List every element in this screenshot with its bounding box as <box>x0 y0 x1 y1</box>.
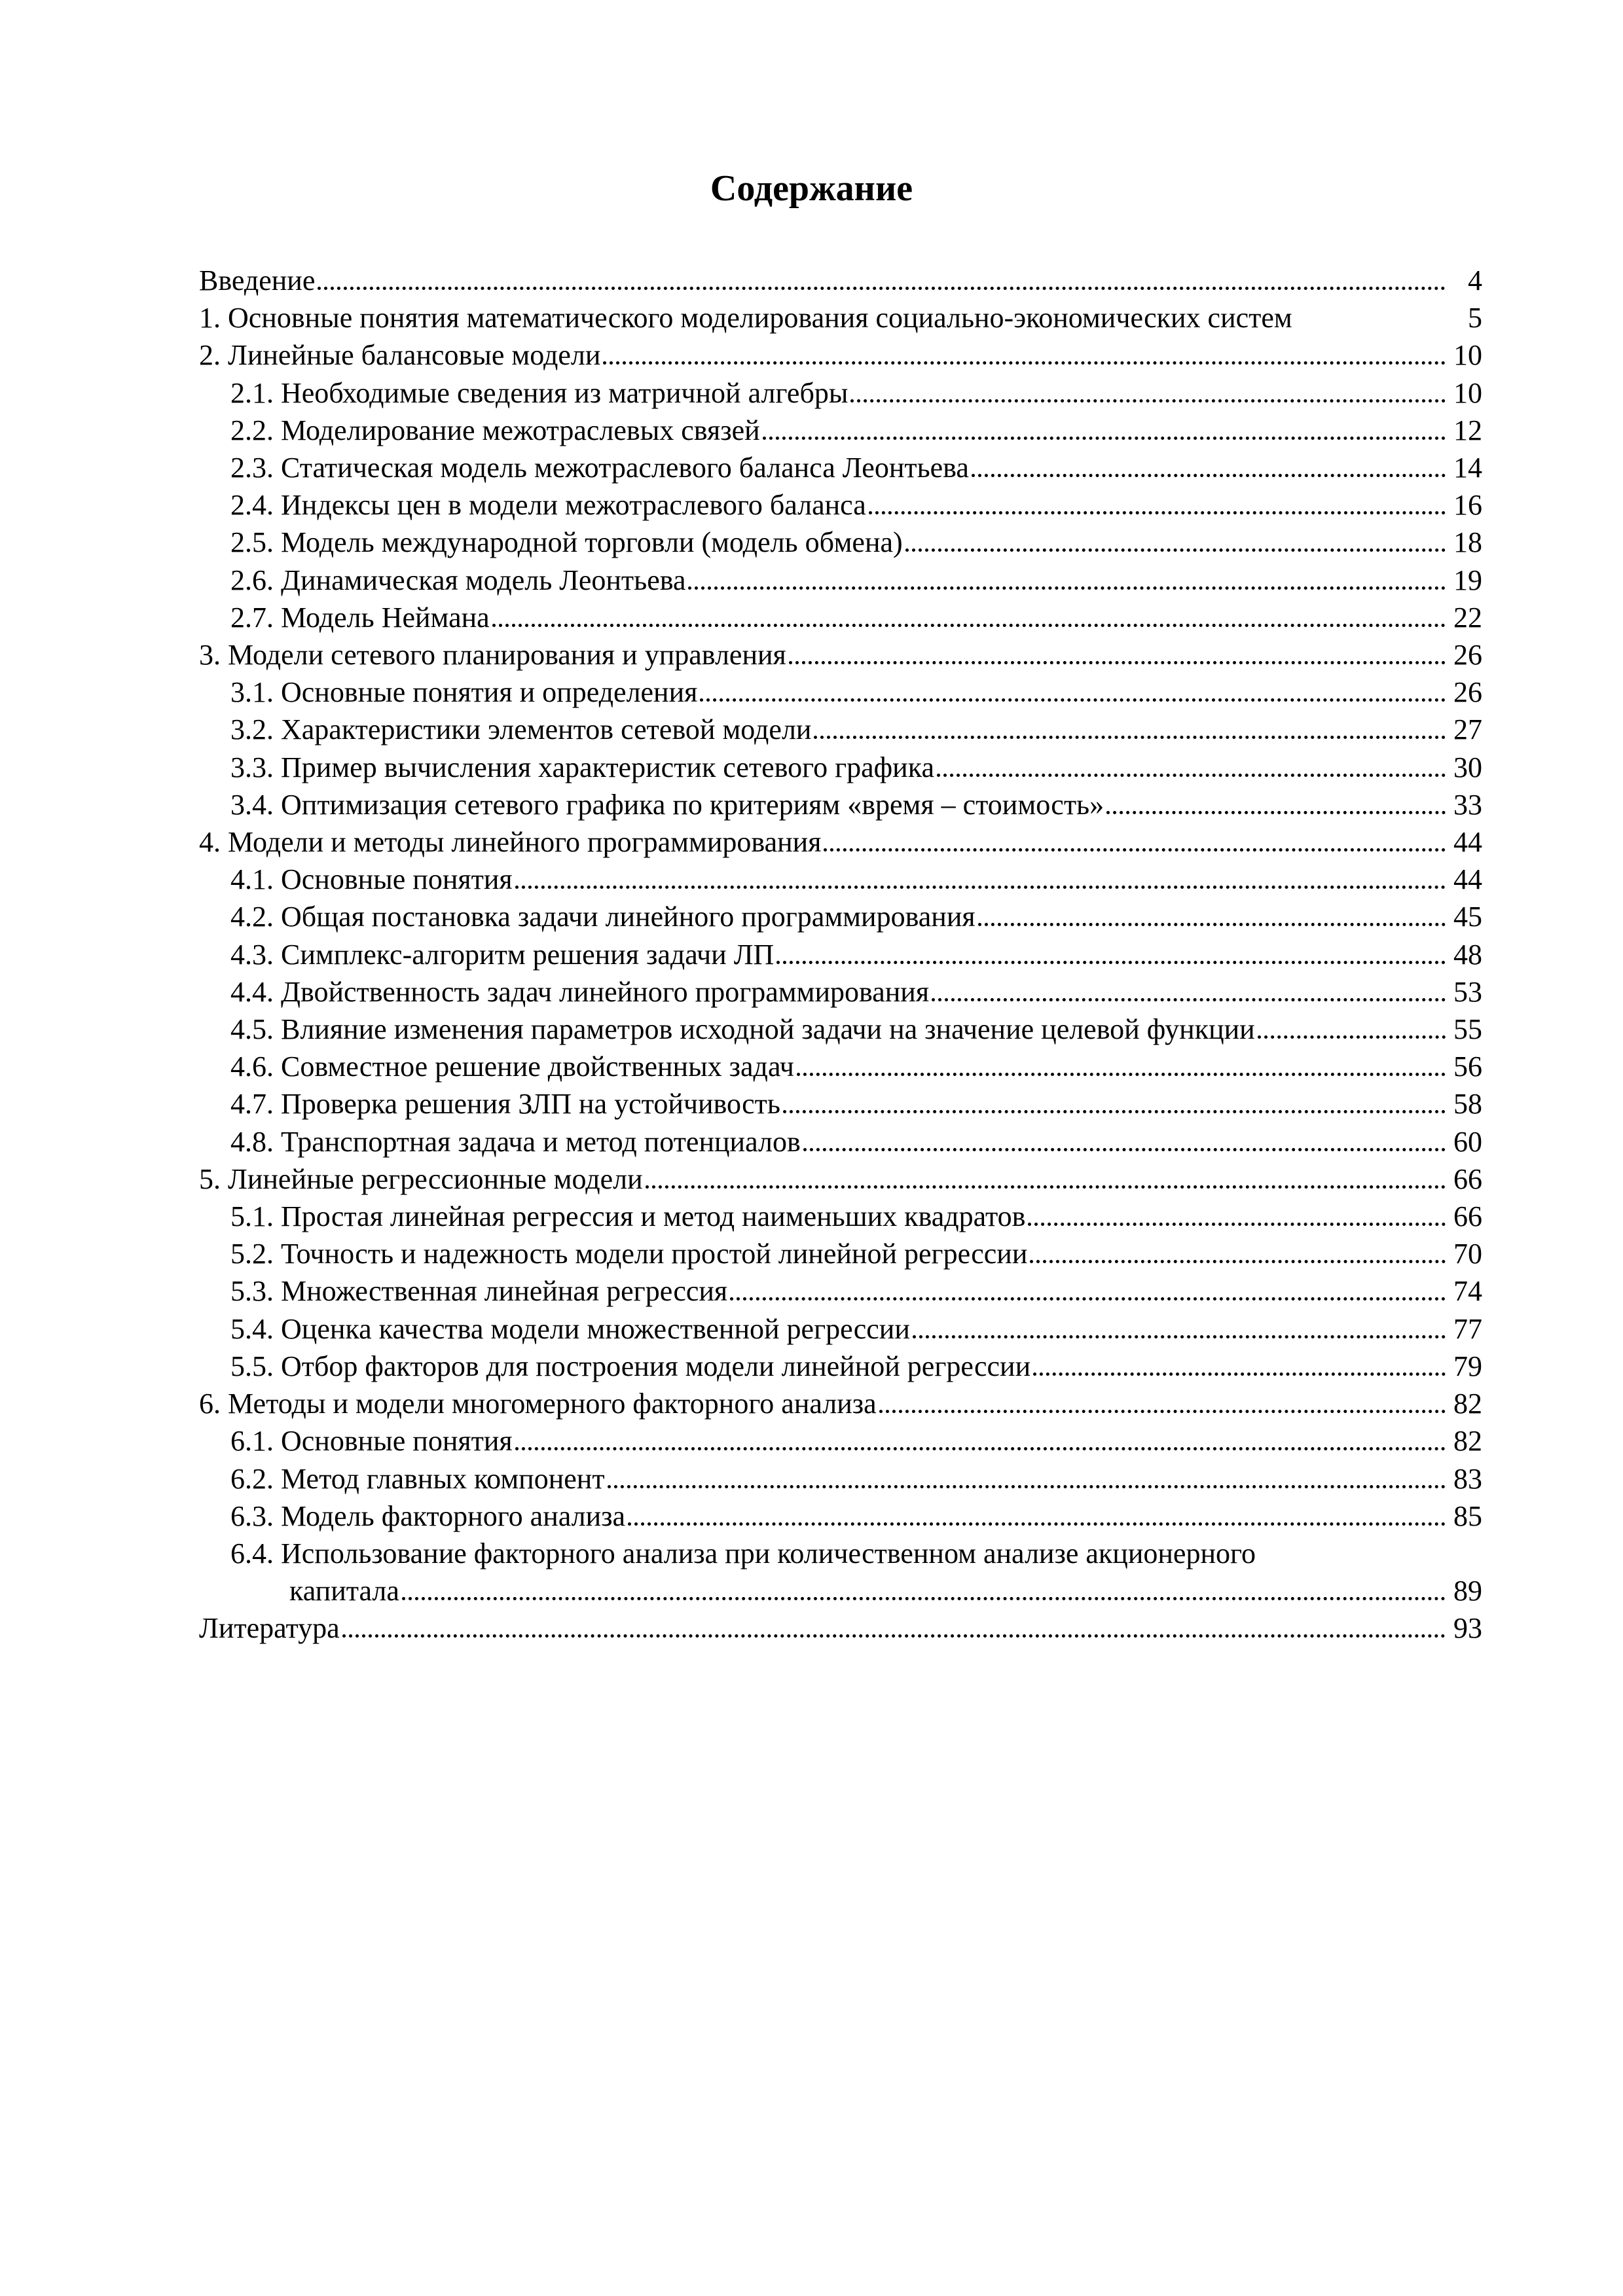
toc-entry-title: 4.6. Совместное решение двойственных задач <box>230 1050 794 1083</box>
toc-entry[interactable] <box>199 973 1482 1011</box>
toc-entry[interactable] <box>199 1609 1482 1647</box>
dot-leader <box>318 283 1446 290</box>
toc-entry-page: 77 <box>1453 1312 1482 1345</box>
toc-entry[interactable] <box>199 636 1482 673</box>
toc-entry-title: 3.2. Характеристики элементов сетевой модели <box>230 713 812 746</box>
dot-leader <box>628 1519 1446 1526</box>
toc-entry-title: 2.3. Статическая модель межотраслевого баланса Леонтьева <box>230 452 969 484</box>
toc-entry[interactable] <box>199 1498 1482 1535</box>
page-title: Содержание <box>710 168 913 209</box>
toc-entry[interactable] <box>199 861 1482 898</box>
dot-leader <box>603 358 1446 365</box>
toc-entry-title: 2.6. Динамическая модель Леонтьева <box>230 564 686 596</box>
toc-entry-title: 6.4. Использование факторного анализа при количественном анализе акционерного <box>230 1537 1256 1570</box>
toc-entry-title: 6. Методы и модели многомерного факторного анализа <box>199 1388 877 1420</box>
toc-entry-title: 5.2. Точность и надежность модели простой линейной регрессии <box>230 1238 1028 1270</box>
dot-leader <box>803 1145 1446 1151</box>
toc-entry[interactable] <box>199 1235 1482 1272</box>
toc-entry-title: 2.1. Необходимые сведения из матричной алгебры <box>230 376 848 409</box>
toc-entry-page: 66 <box>1453 1162 1482 1195</box>
dot-leader <box>492 620 1446 627</box>
toc-entry[interactable] <box>199 898 1482 935</box>
toc-entry-page: 10 <box>1453 339 1482 372</box>
dot-leader <box>763 433 1446 440</box>
toc-entry-title: 5.3. Множественная линейная регрессия <box>230 1275 728 1308</box>
dot-leader <box>515 882 1446 889</box>
toc-entry-title: 6.3. Модель факторного анализа <box>230 1499 626 1532</box>
toc-entry-title: 3.1. Основные понятия и определения <box>230 676 698 709</box>
toc-entry-title: 6.1. Основные понятия <box>230 1425 513 1458</box>
toc-entry-title-continued: капитала <box>289 1575 399 1607</box>
toc-entry[interactable] <box>199 486 1482 524</box>
toc-entry[interactable] <box>199 1123 1482 1160</box>
toc-entry-page: 60 <box>1453 1125 1482 1158</box>
toc-entry[interactable] <box>199 673 1482 711</box>
toc-entry-page: 26 <box>1453 676 1482 709</box>
toc-entry-page: 66 <box>1453 1200 1482 1233</box>
toc-entry-page: 27 <box>1453 713 1482 746</box>
toc-entry-page: 10 <box>1453 376 1482 409</box>
dot-leader <box>700 695 1446 702</box>
toc-entry[interactable] <box>199 1422 1482 1460</box>
dot-leader <box>978 920 1446 926</box>
toc-entry-page: 55 <box>1453 1013 1482 1046</box>
toc-entry-page: 44 <box>1453 863 1482 896</box>
toc-entry[interactable] <box>199 1310 1482 1348</box>
toc-entry-page: 22 <box>1453 601 1482 634</box>
toc-entry-title: Введение <box>199 264 316 296</box>
toc-entry[interactable] <box>199 1198 1482 1235</box>
toc-entry[interactable] <box>199 599 1482 636</box>
toc-entry[interactable] <box>199 823 1482 861</box>
dot-leader <box>913 1332 1446 1338</box>
dot-leader <box>797 1069 1446 1076</box>
toc-entry-page: 58 <box>1453 1088 1482 1121</box>
dot-leader <box>1033 1369 1446 1376</box>
dot-leader <box>869 508 1446 514</box>
toc-entry-page: 26 <box>1453 639 1482 672</box>
toc-entry[interactable] <box>199 786 1482 823</box>
toc-entry-title: 2.7. Модель Неймана <box>230 601 490 634</box>
dot-leader <box>937 770 1446 777</box>
toc-entry-page: 18 <box>1453 526 1482 559</box>
table-of-contents <box>199 262 1482 1647</box>
dot-leader <box>688 583 1446 590</box>
toc-entry-title: 5.4. Оценка качества модели множественной регрессии <box>230 1312 910 1345</box>
toc-entry-page: 89 <box>1453 1575 1482 1607</box>
dot-leader <box>879 1407 1446 1413</box>
toc-entry-page: 74 <box>1453 1275 1482 1308</box>
toc-entry[interactable] <box>199 936 1482 973</box>
toc-entry-title: 5.1. Простая линейная регрессия и метод наименьших квадратов <box>230 1200 1026 1233</box>
toc-entry-page: 48 <box>1453 938 1482 971</box>
toc-entry-page: 85 <box>1453 1499 1482 1532</box>
toc-entry-title: 4.5. Влияние изменения параметров исходной задачи на значение целевой функции <box>230 1013 1255 1046</box>
toc-entry-title: 4.4. Двойственность задач линейного программирования <box>230 975 930 1008</box>
dot-leader <box>932 995 1446 1001</box>
toc-entry-page: 4 <box>1468 264 1482 296</box>
toc-entry-title: 2.2. Моделирование межотраслевых связей <box>230 414 760 446</box>
dot-leader <box>515 1444 1446 1450</box>
toc-entry-page: 83 <box>1453 1462 1482 1495</box>
toc-entry-title: Литература <box>199 1612 340 1645</box>
dot-leader <box>783 1107 1446 1113</box>
toc-entry-title: 2.4. Индексы цен в модели межотраслевого баланса <box>230 489 866 522</box>
toc-entry[interactable] <box>199 262 1482 299</box>
toc-entry-title: 3.3. Пример вычисления характеристик сетевого графика <box>230 751 934 783</box>
toc-entry[interactable] <box>199 1011 1482 1048</box>
dot-leader <box>824 845 1446 852</box>
toc-entry-title: 4.7. Проверка решения ЗЛП на устойчивость <box>230 1088 780 1121</box>
toc-entry[interactable] <box>199 1048 1482 1085</box>
toc-entry-title: 4.3. Симплекс-алгоритм решения задачи ЛП <box>230 938 775 971</box>
toc-entry[interactable] <box>199 412 1482 449</box>
dot-leader <box>850 396 1446 403</box>
toc-entry[interactable] <box>199 1385 1482 1422</box>
toc-entry-page: 56 <box>1453 1050 1482 1083</box>
toc-entry-page: 45 <box>1453 901 1482 933</box>
toc-entry[interactable] <box>199 711 1482 748</box>
toc-entry-page: 33 <box>1453 788 1482 821</box>
toc-entry-title: 4.8. Транспортная задача и метод потенциалов <box>230 1125 801 1158</box>
toc-entry[interactable] <box>199 374 1482 412</box>
dot-leader <box>905 545 1446 552</box>
toc-entry-page: 93 <box>1453 1612 1482 1645</box>
toc-entry-title: 3.4. Оптимизация сетевого графика по критериям «время – стоимость» <box>230 788 1104 821</box>
toc-entry[interactable] <box>199 1272 1482 1310</box>
toc-entry[interactable] <box>199 1535 1482 1609</box>
toc-entry-page: 82 <box>1453 1388 1482 1420</box>
toc-entry-title: 1. Основные понятия математического моделирования социально-экономических систем <box>199 302 1292 334</box>
toc-entry[interactable] <box>199 299 1482 336</box>
toc-entry[interactable] <box>199 449 1482 486</box>
toc-entry[interactable] <box>199 562 1482 599</box>
dot-leader <box>776 958 1446 964</box>
toc-entry-page: 53 <box>1453 975 1482 1008</box>
toc-entry[interactable] <box>199 1348 1482 1385</box>
toc-entry-title: 2. Линейные балансовые модели <box>199 339 601 372</box>
dot-leader <box>402 1594 1446 1600</box>
dot-leader <box>730 1294 1446 1300</box>
dot-leader <box>608 1482 1446 1488</box>
toc-entry-page: 70 <box>1453 1238 1482 1270</box>
toc-entry[interactable] <box>199 336 1482 374</box>
toc-entry-title: 4.2. Общая постановка задачи линейного программирования <box>230 901 976 933</box>
toc-entry-page: 5 <box>1468 302 1482 334</box>
toc-entry-page: 14 <box>1453 452 1482 484</box>
dot-leader <box>646 1182 1446 1189</box>
toc-entry[interactable] <box>199 1160 1482 1198</box>
toc-entry-title: 5. Линейные регрессионные модели <box>199 1162 643 1195</box>
toc-entry-page: 82 <box>1453 1425 1482 1458</box>
dot-leader <box>1030 1257 1446 1263</box>
toc-entry-title: 6.2. Метод главных компонент <box>230 1462 605 1495</box>
dot-leader <box>814 732 1446 739</box>
dot-leader <box>972 471 1446 477</box>
toc-entry[interactable] <box>199 1085 1482 1122</box>
toc-entry[interactable] <box>199 524 1482 561</box>
dot-leader <box>1028 1219 1446 1226</box>
toc-entry-page: 12 <box>1453 414 1482 446</box>
toc-entry-title: 5.5. Отбор факторов для построения модели линейной регрессии <box>230 1350 1031 1382</box>
toc-entry-page: 19 <box>1453 564 1482 596</box>
dot-leader <box>1106 808 1446 814</box>
dot-leader <box>1258 1032 1446 1039</box>
toc-entry-title: 3. Модели сетевого планирования и управления <box>199 639 786 672</box>
toc-entry-title: 2.5. Модель международной торговли (модель обмена) <box>230 526 903 559</box>
toc-entry-page: 30 <box>1453 751 1482 783</box>
toc-entry[interactable] <box>199 1460 1482 1498</box>
dot-leader <box>789 658 1446 664</box>
toc-entry-title: 4.1. Основные понятия <box>230 863 513 896</box>
toc-entry-title: 4. Модели и методы линейного программирования <box>199 826 822 859</box>
toc-entry-page: 79 <box>1453 1350 1482 1382</box>
toc-entry-page: 44 <box>1453 826 1482 859</box>
dot-leader <box>342 1631 1446 1638</box>
toc-entry[interactable] <box>199 749 1482 786</box>
toc-entry-page: 16 <box>1453 489 1482 522</box>
